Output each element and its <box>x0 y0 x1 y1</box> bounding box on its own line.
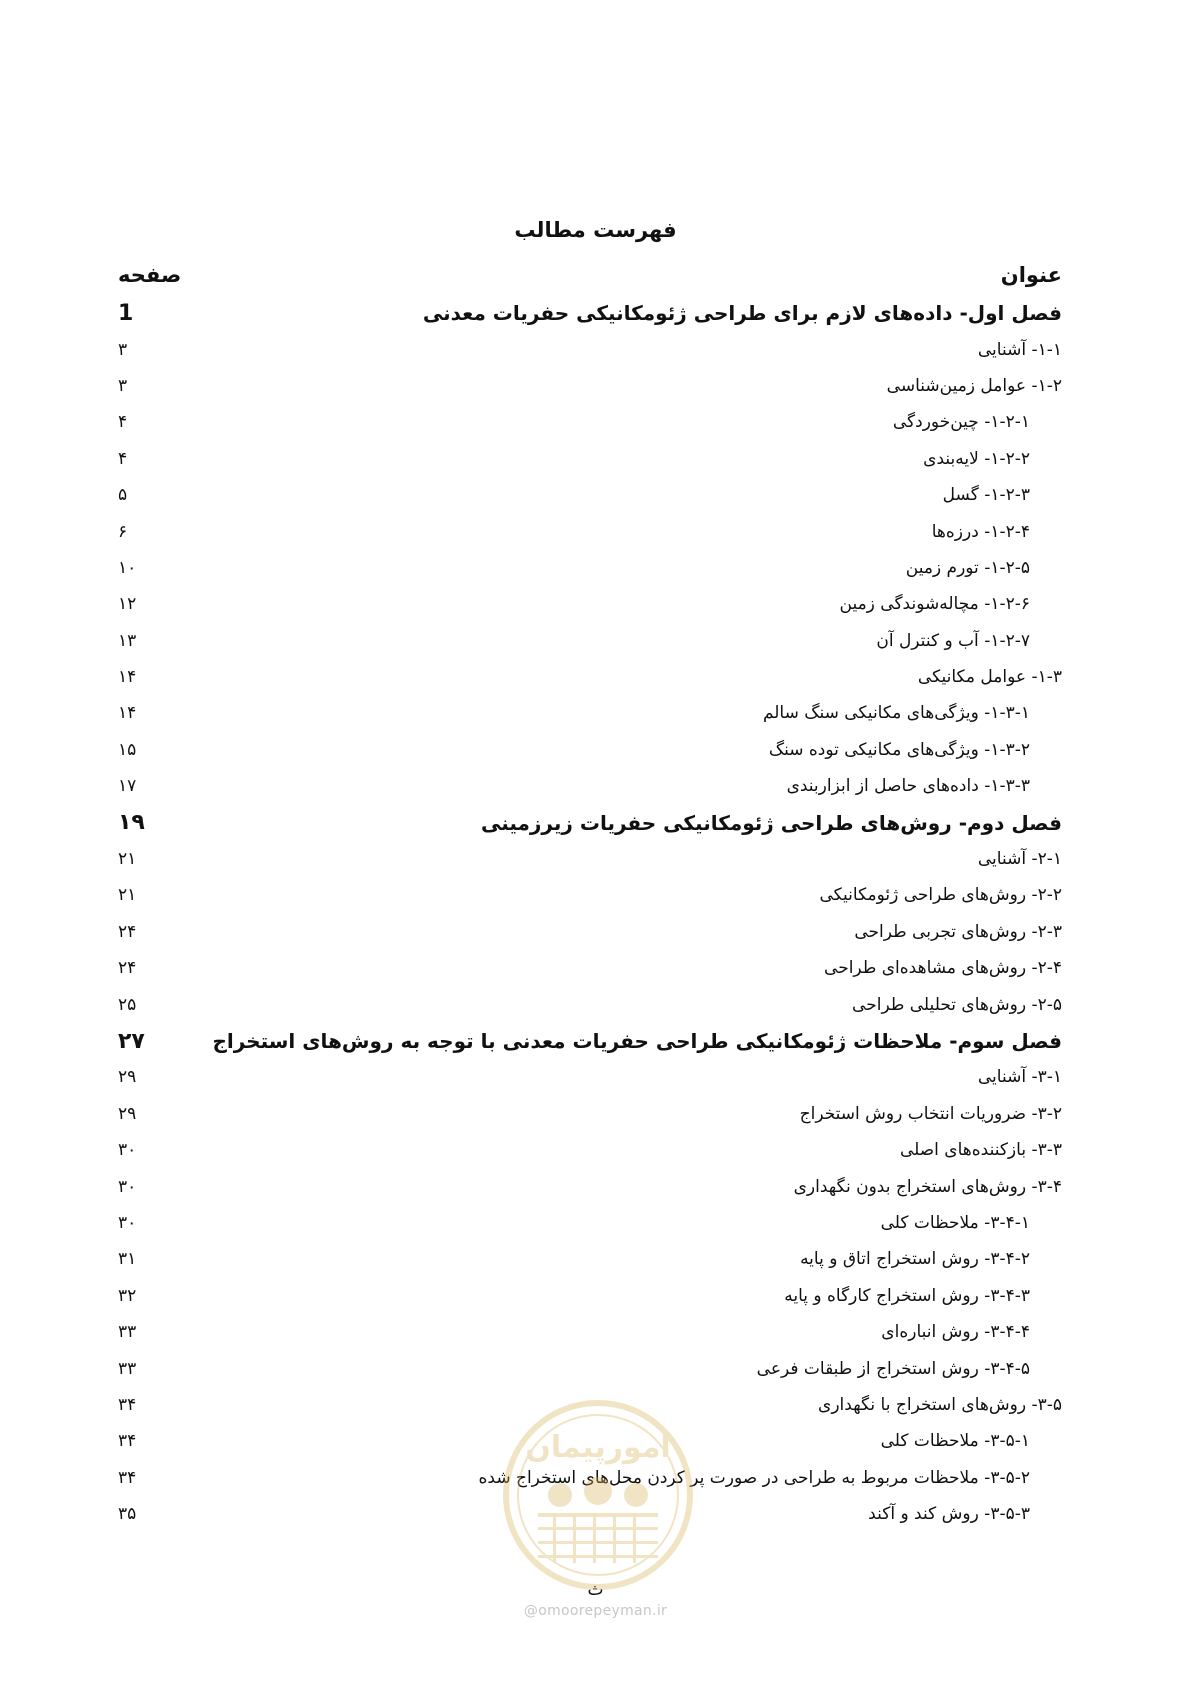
toc-entry <box>118 404 1062 440</box>
toc-entry-title: ۱-۲-۳- گسل <box>942 485 1030 506</box>
toc-entry-page: ۳۰ <box>118 1140 137 1161</box>
toc-entry-title: ۱-۳- عوامل مکانیکی <box>917 667 1062 688</box>
toc-entry <box>118 804 1062 840</box>
toc-entry-page: ۳۴ <box>118 1394 137 1415</box>
toc-entry <box>118 877 1062 913</box>
toc-entry-page: ۲۹ <box>118 1067 137 1088</box>
toc-entry-title: ۳-۱- آشنایی <box>977 1067 1062 1088</box>
toc-entry-page: ۲۱ <box>118 885 137 906</box>
toc-entry <box>118 513 1062 549</box>
toc-entry <box>118 1314 1062 1350</box>
toc-entry-title: ۳-۵-۲- ملاحظات مربوط به طراحی در صورت پر کردن محل‌های استخراج شده <box>478 1467 1030 1488</box>
toc-entry <box>118 1132 1062 1168</box>
title-column-header: عنوان <box>1000 263 1062 287</box>
toc-entry-page: ۲۹ <box>118 1103 137 1124</box>
toc-entry-page: ۴ <box>118 412 128 433</box>
toc-entry <box>118 1387 1062 1423</box>
toc-entry <box>118 477 1062 513</box>
toc-entry <box>118 441 1062 477</box>
toc-entry-page: ۴ <box>118 448 128 469</box>
toc-entry-page: ۱۴ <box>118 703 137 724</box>
toc-entry-title: فصل اول- داده‌های لازم برای طراحی ژئومکانیکی حفریات معدنی <box>422 301 1062 326</box>
toc-entry-title: ۱-۳-۳- داده‌های حاصل از ابزاربندی <box>786 776 1030 797</box>
toc-entry-page: ۳۳ <box>118 1322 137 1343</box>
toc-entry-page: ۳ <box>118 375 128 396</box>
toc-entry-title: ۲-۳- روش‌های تجربی طراحی <box>854 921 1062 942</box>
toc-entry-page: ۳۴ <box>118 1431 137 1452</box>
toc-entry <box>118 841 1062 877</box>
watermark-text: امورپیمان <box>525 1430 671 1465</box>
toc-entry-page: ۱۰ <box>118 557 137 578</box>
toc-entry-title: ۳-۴-۲- روش استخراج اتاق و پایه <box>800 1249 1030 1270</box>
toc-entry-page: ۲۴ <box>118 958 137 979</box>
toc-entry-title: فصل سوم- ملاحظات ژئومکانیکی طراحی حفریات معدنی با توجه به روش‌های استخراج <box>212 1029 1062 1053</box>
toc-entry-page: ۵ <box>118 485 128 506</box>
toc-entry-title: ۳-۴-۳- روش استخراج کارگاه و پایه <box>784 1285 1030 1306</box>
toc-entry <box>118 695 1062 731</box>
toc-entry-title: ۱-۲-۲- لایه‌بندی <box>923 448 1030 469</box>
toc-entry <box>118 586 1062 622</box>
toc-entry-page: ۱۵ <box>118 739 137 760</box>
toc-entry-page: ۶ <box>118 521 128 542</box>
toc-entry <box>118 1168 1062 1204</box>
toc-entry-title: ۳-۵-۳- روش کند و آکند <box>868 1504 1030 1525</box>
footer-page-number: ث <box>587 1580 604 1600</box>
toc-entry-page: ۱۴ <box>118 667 137 688</box>
toc-entry <box>118 950 1062 986</box>
toc-entry-page: ۳۰ <box>118 1176 137 1197</box>
toc-entry-title: ۳-۴-۱- ملاحظات کلی <box>880 1212 1030 1233</box>
toc-entry <box>118 550 1062 586</box>
toc-entry <box>118 914 1062 950</box>
toc-entry <box>118 1096 1062 1132</box>
toc-entry <box>118 623 1062 659</box>
toc-entry-page: ۳ <box>118 339 128 360</box>
toc-entry <box>118 1423 1062 1459</box>
toc-entry-page: ۲۴ <box>118 921 137 942</box>
toc-entry-page: ۳۳ <box>118 1358 137 1379</box>
toc-entry-title: ۱-۲-۱- چین‌خوردگی <box>892 412 1030 433</box>
toc-header <box>118 258 1062 292</box>
toc-entry-page: ۱۳ <box>118 630 137 651</box>
toc-entry-title: ۳-۳- بازکننده‌های اصلی <box>899 1140 1062 1161</box>
toc-entry <box>118 1278 1062 1314</box>
toc-entry <box>118 368 1062 404</box>
toc-entry-page: ۳۵ <box>118 1504 137 1525</box>
toc-entry-page: ۲۷ <box>118 1028 145 1054</box>
toc-entry-title: ۱-۲-۶- مچاله‌شوندگی زمین <box>839 594 1030 615</box>
toc-entry-title: ۱-۲-۷- آب و کنترل آن <box>876 630 1030 651</box>
toc-entry-page: 1 <box>118 300 134 326</box>
toc-entry-page: ۱۷ <box>118 776 137 797</box>
toc-entry <box>118 295 1062 331</box>
toc-entry <box>118 986 1062 1022</box>
toc-entry-title: ۳-۲- ضروریات انتخاب روش استخراج <box>799 1103 1062 1124</box>
toc-entry-title: ۲-۵- روش‌های تحلیلی طراحی <box>852 994 1062 1015</box>
toc-list <box>118 295 1062 1532</box>
toc-entry <box>118 732 1062 768</box>
toc-entry-title: ۱-۱- آشنایی <box>977 339 1062 360</box>
toc-entry <box>118 659 1062 695</box>
toc-entry <box>118 768 1062 804</box>
toc-entry <box>118 331 1062 367</box>
toc-entry-title: ۱-۲-۴- درزه‌ها <box>931 521 1030 542</box>
toc-entry-title: ۱-۲- عوامل زمین‌شناسی <box>886 375 1062 396</box>
toc-entry-title: ۱-۳-۲- ویژگی‌های مکانیکی توده سنگ <box>768 739 1030 760</box>
watermark-url: @omoorepeyman.ir <box>523 1603 668 1619</box>
toc-entry <box>118 1205 1062 1241</box>
toc-entry-title: ۲-۲- روش‌های طراحی ژئومکانیکی <box>819 885 1062 906</box>
toc-entry <box>118 1496 1062 1532</box>
toc-entry-page: ۱۲ <box>118 594 137 615</box>
toc-entry-page: ۳۲ <box>118 1285 137 1306</box>
toc-entry <box>118 1059 1062 1095</box>
toc-entry-title: ۳-۵- روش‌های استخراج با نگهداری <box>818 1394 1062 1415</box>
toc-title: فهرست مطالب <box>514 218 677 242</box>
toc-entry <box>118 1241 1062 1277</box>
toc-entry <box>118 1350 1062 1386</box>
toc-entry-page: ۳۱ <box>118 1249 137 1270</box>
toc-entry-page: ۳۴ <box>118 1467 137 1488</box>
toc-entry <box>118 1460 1062 1496</box>
toc-entry-title: ۲-۱- آشنایی <box>977 849 1062 870</box>
toc-entry-title: ۱-۳-۱- ویژگی‌های مکانیکی سنگ سالم <box>762 703 1030 724</box>
toc-entry-title: ۳-۴-۵- روش استخراج از طبقات فرعی <box>756 1358 1030 1379</box>
toc-entry-title: ۳-۴- روش‌های استخراج بدون نگهداری <box>793 1176 1062 1197</box>
toc-entry-title: فصل دوم- روش‌های طراحی ژئومکانیکی حفریات زیرزمینی <box>480 810 1062 835</box>
toc-entry-page: ۲۵ <box>118 994 137 1015</box>
toc-entry-title: ۳-۵-۱- ملاحظات کلی <box>880 1431 1030 1452</box>
toc-entry-page: ۱۹ <box>118 810 145 836</box>
toc-entry-page: ۳۰ <box>118 1212 137 1233</box>
toc-entry <box>118 1023 1062 1059</box>
page-column-header: صفحه <box>118 263 182 287</box>
toc-entry-title: ۱-۲-۵- تورم زمین <box>905 557 1030 578</box>
toc-entry-title: ۳-۴-۴- روش انباره‌ای <box>881 1322 1030 1343</box>
toc-entry-page: ۲۱ <box>118 849 137 870</box>
toc-entry-title: ۲-۴- روش‌های مشاهده‌ای طراحی <box>824 958 1062 979</box>
